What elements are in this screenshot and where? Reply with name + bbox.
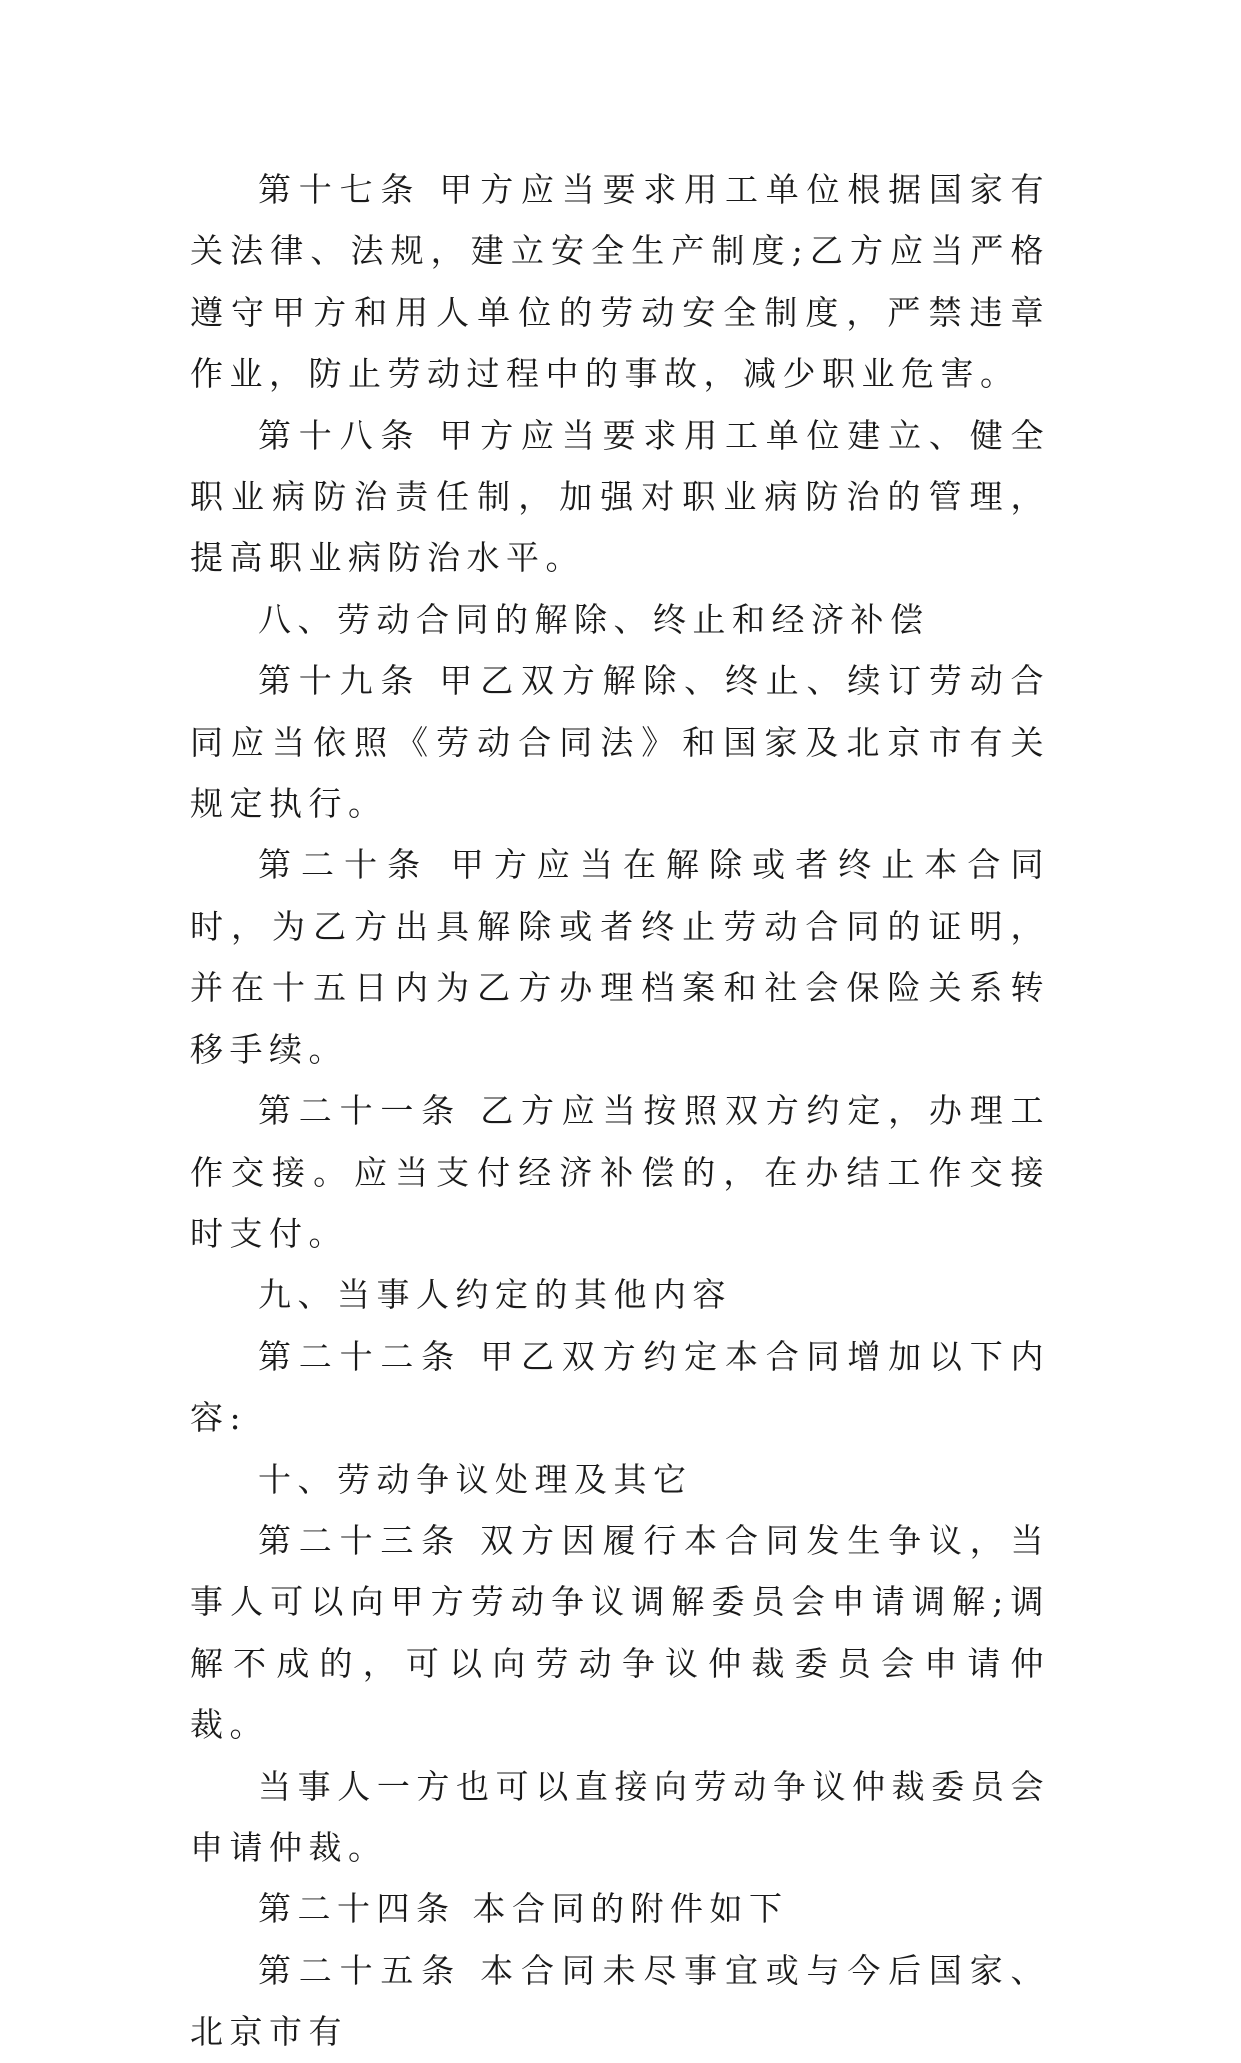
article-25: 第二十五条 本合同未尽事宜或与今后国家、北京市有 (190, 1950, 1050, 2052)
article-21: 第二十一条 乙方应当按照双方约定，办理工作交接。应当支付经济补偿的，在办结工作交接时支付。 (190, 1091, 1050, 1253)
article-22: 第二十二条 甲乙双方约定本合同增加以下内容: (190, 1336, 1050, 1438)
article-23: 第二十三条 双方因履行本合同发生争议，当事人可以向甲方劳动争议调解委员会申请调解;调解不成的，可以向劳动争议仲裁委员会申请仲裁。 (190, 1520, 1050, 1745)
article-17: 第十七条 甲方应当要求用工单位根据国家有关法律、法规，建立安全生产制度;乙方应当严格遵守甲方和用人单位的劳动安全制度，严禁违章作业，防止劳动过程中的事故，减少职业危害。 (190, 170, 1050, 394)
section-10-heading: 十、劳动争议处理及其它 (258, 1459, 693, 1499)
article-20: 第二十条 甲方应当在解除或者终止本合同时，为乙方出具解除或者终止劳动合同的证明，并在十五日内为乙方办理档案和社会保险关系转移手续。 (190, 845, 1050, 1069)
document-page (190, 159, 1050, 2063)
article-19: 第十九条 甲乙双方解除、终止、续订劳动合同应当依照《劳动合同法》和国家及北京市有关规定执行。 (190, 661, 1050, 824)
article-18: 第十八条 甲方应当要求用工单位建立、健全职业病防治责任制，加强对职业病防治的管理，提高职业病防治水平。 (190, 415, 1050, 578)
article-23-continued: 当事人一方也可以直接向劳动争议仲裁委员会申请仲裁。 (190, 1766, 1050, 1867)
article-24: 第二十四条 本合同的附件如下 (258, 1889, 789, 1929)
section-9-heading: 九、当事人约定的其他内容 (258, 1275, 732, 1315)
section-8-heading: 八、劳动合同的解除、终止和经济补偿 (258, 599, 930, 639)
